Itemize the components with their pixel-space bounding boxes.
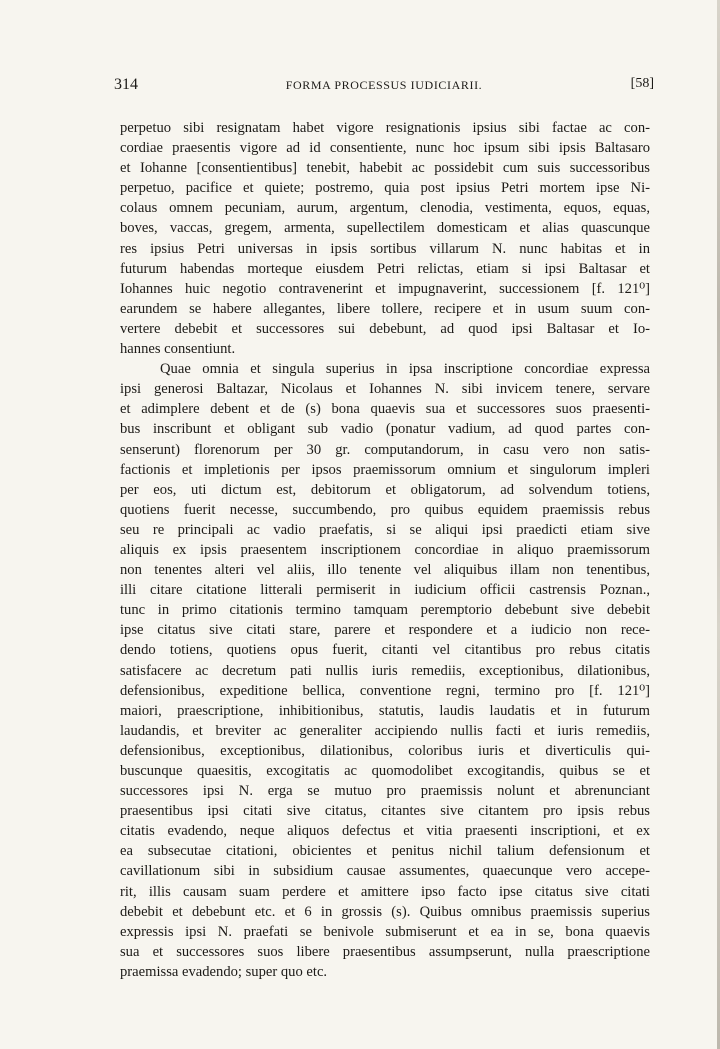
text-line: earundem se habere allegantes, libere tollere, recipere et in usum suum con- (120, 300, 650, 317)
text-line: citatis evadendo, neque aliquos defectus et vitia praesenti inscriptioni, et ex (120, 823, 650, 840)
text-line: seu re principali ac vadio praefatis, si se aliqui ipsi praedicti etiam sive (120, 521, 650, 538)
text-line: non tenentes alteri vel aliis, illo tenente vel aliquibus illam non tenentibus, (120, 562, 650, 579)
text-line: hannes consentiunt. (120, 341, 236, 358)
text-line: tunc in primo citationis termino tamquam peremptorio debebunt sive debebit (120, 602, 650, 619)
text-line: praesentibus ipsi citati sive citatus, citantes sive citantem pro ipsis rebus (120, 803, 650, 820)
text-line: buscunque quaesitis, excogitatis ac quomodolibet excogitandis, quibus se et (120, 763, 650, 779)
text-line: cavillationum sibi in subsidium causae assumentes, quaecunque vero accepe- (120, 863, 650, 880)
text-line: sua et successores suos libere praesentibus assumpserunt, nulla praescriptione (120, 943, 650, 960)
text-line: debebit et debebunt etc. et 6 in grossis (s). Quibus omnibus praemissis superius (120, 903, 650, 920)
text-line: praemissa evadendo; super quo etc. (120, 963, 328, 980)
text-line: quotiens fuerit necesse, succumbendo, pro quibus equidem praemissis rebus (120, 501, 650, 518)
text-line: factionis et impletionis per ipsos praemissorum omnium et singulorum impleri (120, 461, 650, 478)
text-line: rit, illis causam suam perdere et amittere ipso facto ipse citatus sive citati (120, 883, 650, 900)
text-line: maiori, praescriptione, inhibitionibus, statutis, laudis laudatis et in futurum (120, 702, 650, 719)
text-line: aliquis ex ipsis praesentem inscriptionem concordiae in aliquo praemissorum (120, 541, 650, 558)
text-line: dendo totiens, quotiens opus fuerit, citanti vel citantibus pro rebus citatis (120, 642, 650, 659)
text-line: colaus omnem pecuniam, aurum, argentum, clenodia, vestimenta, equos, equas, (120, 200, 650, 217)
text-line: ea subsecutae citationi, obicientes et penitus nichil talium defensionum et (120, 843, 650, 860)
text-line: per eos, uti dictum est, debitorum et obligatorum, ad solvendum totiens, (120, 481, 650, 498)
text-line: defensionibus, expeditione bellica, conventione regni, termino pro [f. 121⁰] (120, 682, 650, 699)
body-text (120, 118, 650, 982)
running-title: FORMA PROCESSUS IUDICIARII. (285, 78, 483, 92)
text-line: successores ipsi N. erga se mutuo pro praemissis nolunt et abrenunciant (120, 783, 650, 800)
text-line: et adimplere debent et de (s) bona quaevis sua et successores suos praesenti- (120, 401, 650, 418)
page-header (114, 76, 654, 98)
text-line: Iohannes huic negotio contravenerint et impugnaverint, successionem [f. 121⁰] (120, 280, 650, 297)
text-line: ipsi generosi Baltazar, Nicolaus et Iohannes N. sibi invicem tenere, servare (120, 381, 650, 398)
text-line: bus inscribunt et obligant sub vadio (ponatur vadium, ad quod partes con- (120, 421, 650, 438)
text-line: senserunt) florenorum per 30 gr. computandorum, in casu vero non satis- (120, 441, 650, 458)
text-line: et Iohanne [consentientibus] tenebit, habebit ac possidebit cum suis successoribus (120, 160, 650, 177)
text-line: perpetuo sibi resignatam habet vigore resignationis ipsius sibi factae ac con- (120, 120, 650, 136)
section-number: [58] (630, 76, 654, 91)
text-line: satisfacere ac decretum pati nullis iuris remediis, exceptionibus, dilationibus, (120, 662, 650, 679)
text-line: vertere debebit et successores sui debebunt, ad quod ipsi Baltasar et Io- (120, 320, 650, 337)
text-line: futurum habendas morteque eiusdem Petri relictas, etiam si ipsi Baltasar et (120, 260, 650, 277)
paragraph-1 (120, 118, 650, 359)
text-line: Quae omnia et singula superius in ipsa inscriptione concordiae expressa (160, 361, 650, 378)
text-line: res ipsius Petri universas in ipsis sortibus villarum N. nunc habitas et in (120, 240, 650, 257)
text-line: boves, vaccas, gregem, armenta, supellectilem domesticam et alias quascunque (120, 220, 650, 237)
paragraph-2 (120, 359, 650, 982)
text-line: expressis ipsi N. praefati se benivole submiserunt et ea in se, bona quaevis (120, 923, 650, 940)
text-line: cordiae praesentis vigore ad id consentiente, nunc hoc ipsum sibi ipsis Baltasaro (120, 140, 650, 157)
text-line: laudandis, et breviter ac generaliter accipiendo nullis facti et iuris remediis, (120, 722, 650, 739)
text-line: defensionibus, exceptionibus, dilationibus, coloribus iuris et diverticulis qui- (120, 742, 650, 759)
page-number: 314 (114, 76, 138, 93)
text-line: ipse citatus sive citati stare, parere et respondere et a iudicio non rece- (120, 622, 650, 639)
text-line: perpetuo, pacifice et quiete; postremo, quia post ipsius Petri mortem ipse Ni- (120, 180, 650, 197)
text-line: illi citare citatione litterali permiserit in iudicium officii castrensis Poznan., (120, 582, 650, 599)
